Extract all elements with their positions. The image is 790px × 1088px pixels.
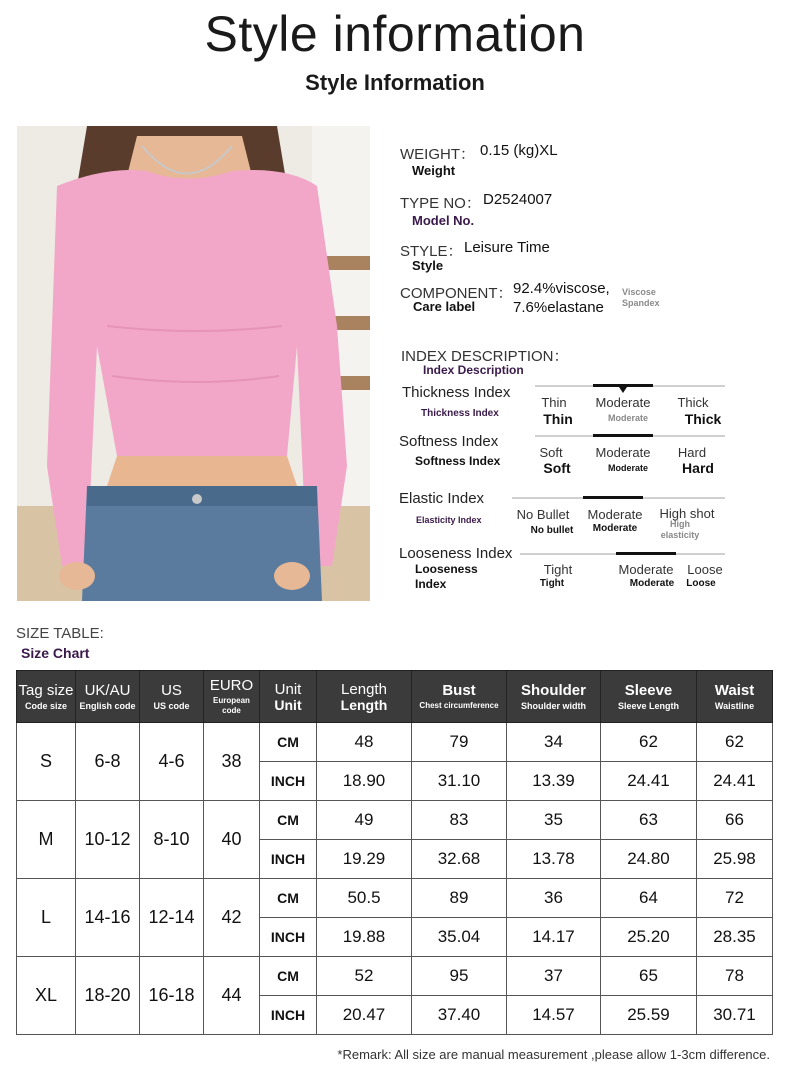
header-bust: Bust Chest circumference: [412, 671, 507, 723]
cell-waist-cm: 62: [697, 723, 773, 762]
elastic-index-sub: Elasticity Index: [416, 515, 482, 525]
index-description-sub: Index Description: [423, 363, 524, 377]
component-sub-label: Care label: [413, 299, 476, 314]
cell-euro: 38: [204, 723, 260, 801]
elastic-option-no-bullet: No Bullet: [516, 507, 570, 522]
cell-bust-cm: 89: [412, 879, 507, 918]
weight-sub-label: Weight: [412, 163, 456, 178]
softness-index-label: Softness Index: [399, 433, 499, 450]
component-label: COMPONENT：: [400, 285, 513, 302]
cell-bust-inch: 35.04: [412, 918, 507, 957]
cell-sleeve-inch: 25.20: [601, 918, 697, 957]
size-chart-label: Size Chart: [21, 645, 90, 661]
cell-us: 12-14: [140, 879, 204, 957]
cell-bust-cm: 79: [412, 723, 507, 762]
cell-length-inch: 18.90: [317, 762, 412, 801]
style-value: Leisure Time: [464, 239, 550, 256]
thickness-marker-icon: [619, 387, 627, 393]
size-table-label: SIZE TABLE:: [16, 625, 104, 642]
cell-unit-cm: CM: [260, 723, 317, 762]
elastic-option-moderate: Moderate: [587, 507, 643, 522]
looseness-option-tight: Tight: [543, 562, 573, 577]
header-us: US US code: [140, 671, 204, 723]
cell-unit-inch: INCH: [260, 996, 317, 1035]
looseness-index-label: Looseness Index: [399, 545, 513, 562]
elastic-option-no-bullet-sub: No bullet: [530, 525, 574, 536]
cell-shoulder-cm: 34: [507, 723, 601, 762]
thickness-option-thick: Thick: [677, 395, 709, 410]
page-title: Style information: [204, 6, 586, 62]
cell-waist-cm: 66: [697, 801, 773, 840]
cell-length-inch: 20.47: [317, 996, 412, 1035]
cell-uk-au: 18-20: [76, 957, 140, 1035]
thickness-option-moderate: Moderate: [595, 395, 651, 410]
cell-tag-size: XL: [17, 957, 76, 1035]
cell-shoulder-cm: 35: [507, 801, 601, 840]
cell-length-cm: 52: [317, 957, 412, 996]
style-sub-label: Style: [412, 258, 444, 273]
table-row: [17, 957, 773, 996]
header-waist: Waist Waistline: [697, 671, 773, 723]
header-length: Length Length: [317, 671, 412, 723]
cell-shoulder-cm: 36: [507, 879, 601, 918]
cell-tag-size: M: [17, 801, 76, 879]
elastic-option-moderate-sub: Moderate: [592, 523, 638, 534]
cell-euro: 40: [204, 801, 260, 879]
softness-option-moderate: Moderate: [595, 445, 651, 460]
thickness-option-thick-sub: Thick: [684, 411, 722, 427]
softness-option-hard-sub: Hard: [682, 460, 714, 476]
softness-option-moderate-sub: Moderate: [607, 463, 648, 473]
thickness-option-thin: Thin: [541, 395, 567, 410]
style-label: STYLE：: [400, 243, 463, 260]
elastic-option-high-elasticity: High elasticity: [660, 519, 700, 540]
elastic-index-label: Elastic Index: [399, 490, 485, 507]
weight-label: WEIGHT：: [400, 146, 475, 163]
cell-bust-inch: 32.68: [412, 840, 507, 879]
softness-option-soft-sub: Soft: [543, 460, 571, 476]
product-photo: [17, 126, 370, 601]
cell-waist-inch: 24.41: [697, 762, 773, 801]
cell-sleeve-inch: 25.59: [601, 996, 697, 1035]
looseness-option-moderate: Moderate: [618, 562, 674, 577]
component-tiny-1: Viscose: [622, 287, 656, 297]
softness-option-soft: Soft: [539, 445, 563, 460]
header-tag-size: Tag size Code size: [17, 671, 76, 723]
cell-unit-cm: CM: [260, 957, 317, 996]
cell-bust-cm: 95: [412, 957, 507, 996]
looseness-option-tight-sub: Tight: [539, 578, 565, 589]
size-table: [16, 670, 773, 1035]
thickness-option-thin-sub: Thin: [543, 411, 573, 427]
cell-waist-inch: 30.71: [697, 996, 773, 1035]
cell-shoulder-inch: 14.17: [507, 918, 601, 957]
header-unit: Unit Unit: [260, 671, 317, 723]
remark-note: *Remark: All size are manual measurement ,please allow 1-3cm difference.: [337, 1047, 770, 1062]
thickness-index-sub: Thickness Index: [421, 408, 499, 419]
cell-tag-size: L: [17, 879, 76, 957]
type-no-label: TYPE NO：: [400, 195, 481, 212]
cell-length-cm: 48: [317, 723, 412, 762]
cell-length-cm: 50.5: [317, 879, 412, 918]
component-tiny-2: Spandex: [622, 298, 660, 308]
header-uk-au: UK/AU English code: [76, 671, 140, 723]
cell-length-inch: 19.29: [317, 840, 412, 879]
cell-euro: 44: [204, 957, 260, 1035]
size-table-header-row: [17, 671, 773, 723]
elastic-scale-selected: [583, 496, 643, 499]
cell-tag-size: S: [17, 723, 76, 801]
cell-length-inch: 19.88: [317, 918, 412, 957]
cell-unit-inch: INCH: [260, 918, 317, 957]
looseness-scale-selected: [616, 552, 676, 555]
cell-uk-au: 10-12: [76, 801, 140, 879]
cell-unit-inch: INCH: [260, 840, 317, 879]
cell-length-cm: 49: [317, 801, 412, 840]
index-description-label: INDEX DESCRIPTION：: [401, 348, 569, 365]
cell-shoulder-inch: 13.78: [507, 840, 601, 879]
cell-unit-cm: CM: [260, 879, 317, 918]
cell-us: 16-18: [140, 957, 204, 1035]
cell-uk-au: 14-16: [76, 879, 140, 957]
header-euro: EURO European code: [204, 671, 260, 723]
table-row: [17, 879, 773, 918]
softness-option-hard: Hard: [677, 445, 707, 460]
thickness-index-label: Thickness Index: [402, 384, 511, 401]
cell-sleeve-cm: 65: [601, 957, 697, 996]
cell-shoulder-inch: 13.39: [507, 762, 601, 801]
cell-sleeve-cm: 62: [601, 723, 697, 762]
cell-sleeve-inch: 24.80: [601, 840, 697, 879]
looseness-index-sub: Looseness Index: [415, 562, 478, 591]
softness-index-sub: Softness Index: [415, 454, 501, 468]
looseness-option-loose-sub: Loose: [686, 578, 716, 589]
looseness-option-loose: Loose: [687, 562, 723, 577]
weight-value: 0.15 (kg)XL: [480, 142, 558, 159]
cell-bust-cm: 83: [412, 801, 507, 840]
cell-shoulder-cm: 37: [507, 957, 601, 996]
cell-shoulder-inch: 14.57: [507, 996, 601, 1035]
cell-waist-cm: 78: [697, 957, 773, 996]
header-sleeve: Sleeve Sleeve Length: [601, 671, 697, 723]
looseness-option-moderate-sub: Moderate: [629, 578, 675, 589]
cell-waist-cm: 72: [697, 879, 773, 918]
type-no-sub-label: Model No.: [412, 213, 475, 228]
cell-sleeve-inch: 24.41: [601, 762, 697, 801]
cell-waist-inch: 28.35: [697, 918, 773, 957]
softness-scale-selected: [593, 434, 653, 437]
table-row: [17, 723, 773, 762]
cell-bust-inch: 37.40: [412, 996, 507, 1035]
elastic-option-high-shot: High shot: [659, 506, 715, 521]
cell-sleeve-cm: 63: [601, 801, 697, 840]
header-shoulder: Shoulder Shoulder width: [507, 671, 601, 723]
component-line-2: 7.6%elastane: [513, 299, 604, 316]
thickness-option-moderate-sub: Moderate: [607, 413, 648, 423]
cell-unit-cm: CM: [260, 801, 317, 840]
type-no-value: D2524007: [483, 191, 553, 208]
cell-waist-inch: 25.98: [697, 840, 773, 879]
cell-us: 4-6: [140, 723, 204, 801]
table-row: [17, 801, 773, 840]
cell-uk-au: 6-8: [76, 723, 140, 801]
cell-sleeve-cm: 64: [601, 879, 697, 918]
cell-euro: 42: [204, 879, 260, 957]
cell-us: 8-10: [140, 801, 204, 879]
component-line-1: 92.4%viscose,: [513, 280, 610, 297]
page-subtitle: Style Information: [305, 70, 485, 95]
cell-unit-inch: INCH: [260, 762, 317, 801]
cell-bust-inch: 31.10: [412, 762, 507, 801]
